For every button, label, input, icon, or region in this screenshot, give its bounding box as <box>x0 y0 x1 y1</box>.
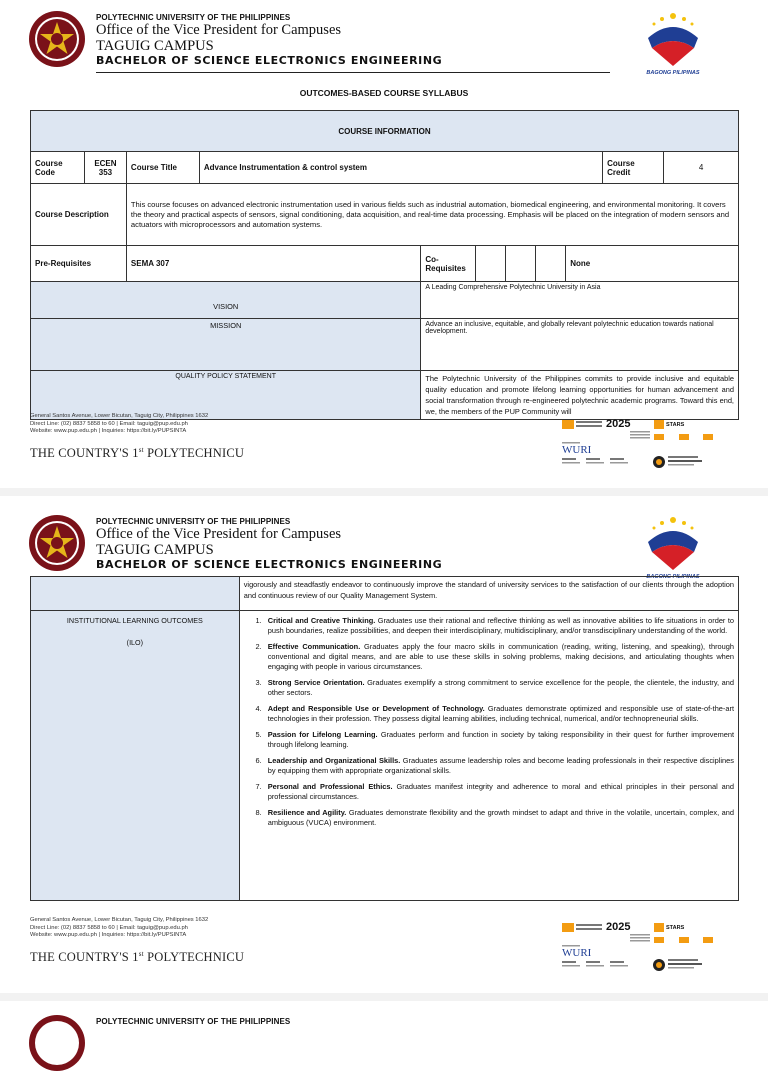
footer-address: General Santos Avenue, Lower Bicutan, Taguig City, Philippines 1632 <box>30 413 209 419</box>
footer-address: General Santos Avenue, Lower Bicutan, Taguig City, Philippines 1632 <box>30 917 209 923</box>
ilo-item <box>264 616 734 636</box>
footer-contact <box>30 917 208 940</box>
course-info-heading: COURSE INFORMATION <box>31 111 739 152</box>
badge-year: 2025 <box>606 418 631 430</box>
ilo-item-text: Graduates exemplify a strong commitment to service excellence for the people, the clientele, the industry, and other sectors. <box>267 678 734 697</box>
bagong-pilipinas-icon <box>634 512 712 574</box>
course-title-value: Advance Instrumentation & control system <box>199 152 602 184</box>
ilo-item-text: Graduates use their rational and reflective thinking as well as innovative abilities to life situations in order to push boundaries, realize possibilities, and deepen their interdisciplinary, multidisciplinary, and/or transdisciplinary understanding of the world. <box>267 616 734 635</box>
bagong-pilipinas-logo <box>634 8 712 80</box>
program-name: BACHELOR OF SCIENCE ELECTRONICS ENGINEERING <box>96 54 443 67</box>
ilo-item-title: Strong Service Orientation. <box>267 678 365 687</box>
pup-seal-icon <box>28 1014 86 1072</box>
ilo-item <box>264 730 734 750</box>
university-name: POLYTECHNIC UNIVERSITY OF THE PHILIPPINES <box>96 13 291 22</box>
ilo-item <box>264 678 734 698</box>
ilo-table <box>30 576 739 901</box>
ilo-item-title: Passion for Lifelong Learning. <box>267 730 378 739</box>
ranking-badges <box>562 418 738 474</box>
page-separator <box>0 488 768 496</box>
course-credit-label: Course Credit <box>603 152 664 184</box>
ilo-item-title: Personal and Professional Ethics. <box>267 782 393 791</box>
ilo-item-text: Graduates demonstrate flexibility and the growth mindset to adapt and thrive in the volatile, uncertain, complex, and ambiguous (VUCA) environment. <box>267 808 734 827</box>
ilo-list <box>244 616 734 828</box>
course-credit-value: 4 <box>664 152 739 184</box>
tagline-text: THE COUNTRY'S 1 <box>30 950 139 965</box>
vision-text: A Leading Comprehensive Polytechnic University in Asia <box>421 282 739 319</box>
ilo-item <box>264 782 734 802</box>
course-title-label: Course Title <box>126 152 199 184</box>
course-info-table <box>30 110 739 420</box>
bagong-pilipinas-label: BAGONG PILIPINAS <box>646 70 700 76</box>
ranking-badges <box>562 921 738 977</box>
bagong-pilipinas-logo <box>634 512 712 584</box>
syllabus-page-3 <box>0 1010 768 1030</box>
tagline-sup: st <box>138 950 144 958</box>
quality-policy-text-part1: The Polytechnic University of the Philippines commits to provide inclusive and equitable quality education and promote lifelong learning opportunities for human advancement and social transformation through re-engineered polytechnic academic programs. Toward this end, we, the members of the PUP Community will <box>421 371 739 420</box>
ilo-item-text: Graduates apply the four macro skills in communication (reading, writing, listening, and speaking), through conventional and digital means, and are able to use these skills in solving problems, making decisions, and articulating thoughts when engaging with people in various circumstances. <box>267 642 734 671</box>
ilo-item-text: Graduates perform and function in society by taking responsibility in their quest for further improvement through lifelong learning. <box>267 730 734 749</box>
prerequisites-label: Pre-Requisites <box>31 246 127 282</box>
university-name: POLYTECHNIC UNIVERSITY OF THE PHILIPPINES <box>96 517 291 526</box>
syllabus-page-1 <box>0 0 768 480</box>
quality-policy-label: QUALITY POLICY STATEMENT <box>31 371 421 420</box>
header-block <box>96 1017 290 1026</box>
footer-phone-email: Direct Line: (02) 8837 5858 to 60 | Email: taguig@pup.edu.ph <box>30 420 188 427</box>
course-code-value: ECEN 353 <box>84 152 126 184</box>
header-rule <box>96 72 610 73</box>
prerequisites-value: SEMA 307 <box>126 246 420 282</box>
ilo-item-title: Leadership and Organizational Skills. <box>267 756 401 765</box>
office-name: Office of the Vice President for Campuses <box>96 22 342 38</box>
bagong-pilipinas-label: BAGONG PILIPINAS <box>646 574 700 580</box>
mission-label: MISSION <box>31 319 421 371</box>
syllabus-title: OUTCOMES-BASED COURSE SYLLABUS <box>299 88 469 98</box>
tagline-text-end: POLYTECHNICU <box>143 950 245 965</box>
vision-label: VISION <box>31 282 421 319</box>
quality-policy-text-part2: vigorously and steadfastly endeavor to continuously improve the standard of university services to the satisfaction of our clients through the adoption and continuous review of our Quality Management System. <box>239 577 738 611</box>
footer-phone-email: Direct Line: (02) 8837 5858 to 60 | Email: taguig@pup.edu.ph <box>30 924 188 931</box>
office-name: Office of the Vice President for Campuses <box>96 526 342 542</box>
badge-wuri: WURI <box>562 444 592 456</box>
university-name: POLYTECHNIC UNIVERSITY OF THE PHILIPPINES <box>96 1017 291 1026</box>
coreq-blank-cell <box>506 246 536 282</box>
ilo-item <box>264 642 734 672</box>
pup-seal-icon <box>28 514 86 572</box>
mission-text: Advance an inclusive, equitable, and globally relevant polytechnic education towards national development. <box>421 319 739 371</box>
quality-policy-continued-label <box>31 577 240 611</box>
ilo-abbr: (ILO) <box>126 638 144 647</box>
tagline-sup: st <box>138 446 144 454</box>
header-block <box>96 13 442 67</box>
footer-tagline <box>30 950 244 965</box>
ilo-item-title: Effective Communication. <box>267 642 361 651</box>
ilo-item <box>264 808 734 828</box>
footer-tagline <box>30 446 244 461</box>
bagong-pilipinas-icon <box>634 8 712 70</box>
syllabus-page-2 <box>0 505 768 985</box>
ilo-item-text: Graduates demonstrate optimized and responsible use of state-of-the-art technologies in their profession. They possess digital learning abilities, including technical, numerical, and/or technopreneurial skills. <box>267 704 734 723</box>
ilo-item <box>264 756 734 776</box>
footer-website: Website: www.pup.edu.ph | Inquiries: https://bit.ly/PUPSINTA <box>30 428 187 434</box>
campus-name: TAGUIG CAMPUS <box>96 542 214 558</box>
footer-website: Website: www.pup.edu.ph | Inquiries: https://bit.ly/PUPSINTA <box>30 932 187 938</box>
tagline-text-end: POLYTECHNICU <box>143 446 245 461</box>
course-description-value: This course focuses on advanced electronic instrumentation used in various fields such as industrial automation, biomedical engineering, and environmental monitoring. It covers the theory and practical aspects of sensors, signal conditioning, data acquisition, and real-time data processing. Emphasis will be placed on the integration of modern sensors and actuators with microprocessors and automation systems. <box>126 184 738 246</box>
ilo-item-title: Resilience and Agility. <box>267 808 347 817</box>
coreq-blank-cell <box>536 246 566 282</box>
ilo-list-cell <box>239 611 738 901</box>
tagline-text: THE COUNTRY'S 1 <box>30 446 139 461</box>
pup-seal-icon <box>28 10 86 68</box>
ilo-item-text: Graduates manifest integrity and adherence to moral and ethical principles in their personal and professional circumstances. <box>267 782 734 801</box>
footer-contact <box>30 413 208 436</box>
badge-stars: STARS <box>666 925 685 931</box>
ilo-item <box>264 704 734 724</box>
campus-name: TAGUIG CAMPUS <box>96 38 214 54</box>
coreq-blank-cell <box>476 246 506 282</box>
badge-stars: STARS <box>666 422 685 428</box>
header-block <box>96 517 442 571</box>
program-name: BACHELOR OF SCIENCE ELECTRONICS ENGINEERING <box>96 558 443 571</box>
ilo-item-text: Graduates assume leadership roles and become leading professionals in their respective disciplines by equipping them with appropriate organizational skills. <box>267 756 734 775</box>
ilo-label: INSTITUTIONAL LEARNING OUTCOMES <box>66 616 203 625</box>
badge-year: 2025 <box>606 921 631 933</box>
ilo-label-cell <box>31 611 240 901</box>
ilo-item-title: Critical and Creative Thinking. <box>267 616 376 625</box>
corequisites-label: Co-Requisites <box>421 246 476 282</box>
badge-wuri: WURI <box>562 947 592 959</box>
page-separator <box>0 993 768 1001</box>
corequisites-value: None <box>566 246 739 282</box>
course-code-label: Course Code <box>31 152 85 184</box>
ilo-item-title: Adept and Responsible Use or Development of Technology. <box>267 704 485 713</box>
course-description-label: Course Description <box>31 184 127 246</box>
